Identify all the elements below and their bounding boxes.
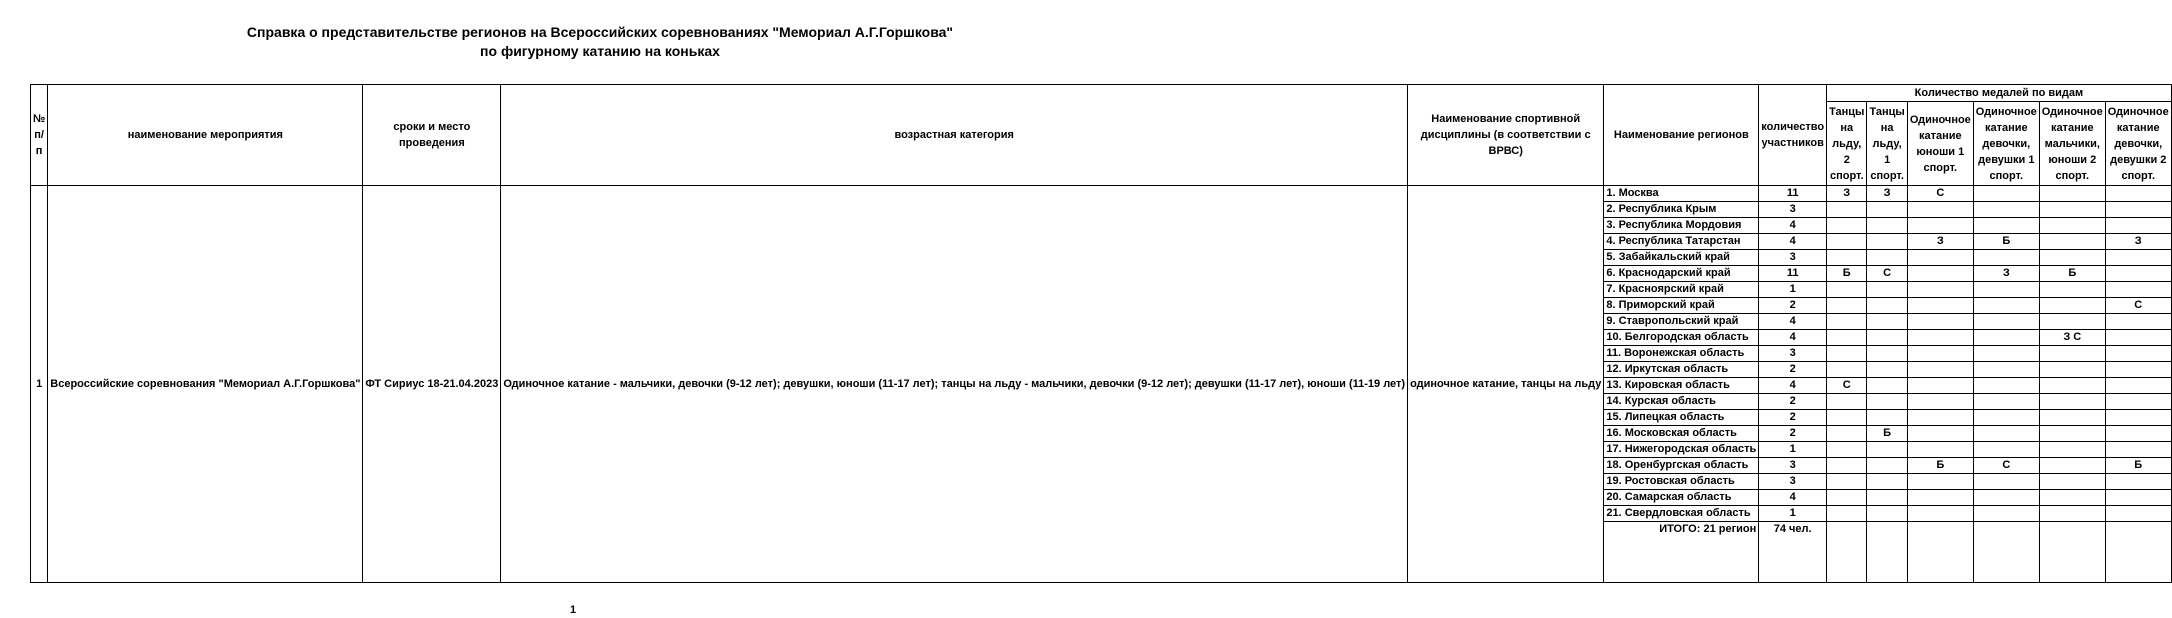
header-num: № п/п <box>31 85 48 186</box>
medal-cell <box>1907 250 1973 266</box>
medal-cell <box>1973 442 2039 458</box>
medal-cell <box>2039 250 2105 266</box>
medal-cell: З <box>1867 186 1907 202</box>
region-name: 21. Свердловская область <box>1604 506 1759 522</box>
medal-cell: С <box>1827 378 1867 394</box>
medal-cell <box>1907 346 1973 362</box>
table-row <box>31 186 2172 202</box>
total-medal-cell <box>1827 522 1867 583</box>
medal-cell <box>1867 250 1907 266</box>
medal-cell <box>1973 282 2039 298</box>
medal-cell <box>1973 506 2039 522</box>
medal-cell <box>1867 394 1907 410</box>
medal-cell <box>2039 186 2105 202</box>
medal-cell <box>2039 410 2105 426</box>
medal-cell <box>1973 202 2039 218</box>
total-count: 74 чел. <box>1759 522 1827 583</box>
medal-cell <box>1973 490 2039 506</box>
medal-cell <box>2039 202 2105 218</box>
medal-cell <box>1907 282 1973 298</box>
region-name: 3. Республика Мордовия <box>1604 218 1759 234</box>
medal-cell <box>2105 378 2171 394</box>
medal-cell: С <box>1973 458 2039 474</box>
medal-cell <box>1907 442 1973 458</box>
medal-cell <box>1907 394 1973 410</box>
medal-cell <box>2039 378 2105 394</box>
medal-cell <box>1907 266 1973 282</box>
medal-cell <box>2105 362 2171 378</box>
medal-cell <box>1907 506 1973 522</box>
medal-cell <box>2105 250 2171 266</box>
region-name: 10. Белгородская область <box>1604 330 1759 346</box>
medal-cell: Б <box>1867 426 1907 442</box>
participant-count: 2 <box>1759 410 1827 426</box>
header-medal-type: Одиночное катание девочки, девушки 1 спорт. <box>1973 102 2039 186</box>
region-name: 8. Приморский край <box>1604 298 1759 314</box>
medal-cell <box>1867 314 1907 330</box>
medal-cell <box>1867 378 1907 394</box>
medal-cell: С <box>1867 266 1907 282</box>
header-participants: количество участников <box>1759 85 1827 186</box>
medal-cell <box>2105 186 2171 202</box>
medal-cell <box>1973 426 2039 442</box>
medal-cell <box>2039 218 2105 234</box>
medal-cell <box>2105 506 2171 522</box>
medal-cell <box>2039 298 2105 314</box>
medal-cell <box>2039 346 2105 362</box>
medal-cell <box>1907 298 1973 314</box>
region-name: 20. Самарская область <box>1604 490 1759 506</box>
event-date-place: ФТ Сириус 18-21.04.2023 <box>363 186 501 583</box>
medal-cell <box>1827 282 1867 298</box>
medal-cell <box>1907 426 1973 442</box>
medal-cell <box>2105 394 2171 410</box>
medal-cell <box>1867 458 1907 474</box>
region-name: 1. Москва <box>1604 186 1759 202</box>
region-name: 16. Московская область <box>1604 426 1759 442</box>
medal-cell <box>2039 394 2105 410</box>
region-name: 13. Кировская область <box>1604 378 1759 394</box>
region-name: 5. Забайкальский край <box>1604 250 1759 266</box>
medal-cell <box>1907 362 1973 378</box>
medal-cell <box>1867 202 1907 218</box>
medal-cell <box>2039 314 2105 330</box>
participant-count: 4 <box>1759 218 1827 234</box>
medal-cell <box>2105 426 2171 442</box>
participant-count: 4 <box>1759 378 1827 394</box>
medal-cell: Б <box>2039 266 2105 282</box>
medal-cell <box>2105 330 2171 346</box>
medal-cell <box>1973 378 2039 394</box>
medal-cell: С <box>1907 186 1973 202</box>
medal-cell <box>1973 410 2039 426</box>
participant-count: 3 <box>1759 474 1827 490</box>
region-name: 15. Липецкая область <box>1604 410 1759 426</box>
medal-cell <box>1827 202 1867 218</box>
total-medal-cell <box>1973 522 2039 583</box>
medal-cell <box>1827 490 1867 506</box>
medal-cell <box>1827 218 1867 234</box>
participant-count: 2 <box>1759 426 1827 442</box>
header-date-place: сроки и место проведения <box>363 85 501 186</box>
total-medal-cell <box>2105 522 2171 583</box>
participant-count: 3 <box>1759 250 1827 266</box>
medal-cell <box>2039 442 2105 458</box>
participant-count: 4 <box>1759 314 1827 330</box>
medal-cell <box>1867 346 1907 362</box>
region-name: 18. Оренбургская область <box>1604 458 1759 474</box>
medal-cell <box>1973 298 2039 314</box>
medal-cell <box>1907 378 1973 394</box>
document-title-line2: по фигурному катанию на коньках <box>480 43 720 59</box>
medal-cell <box>1907 410 1973 426</box>
header-event: наименование мероприятия <box>48 85 363 186</box>
participant-count: 3 <box>1759 458 1827 474</box>
total-medal-cell <box>2039 522 2105 583</box>
medal-cell <box>2105 346 2171 362</box>
medal-cell <box>2105 314 2171 330</box>
medal-cell <box>1827 426 1867 442</box>
medal-cell: Б <box>1907 458 1973 474</box>
participant-count: 2 <box>1759 362 1827 378</box>
medal-cell <box>2105 490 2171 506</box>
medal-cell <box>1827 458 1867 474</box>
medal-cell: Б <box>1827 266 1867 282</box>
medal-cell <box>1827 442 1867 458</box>
region-name: 6. Краснодарский край <box>1604 266 1759 282</box>
medal-cell <box>1973 394 2039 410</box>
participant-count: 1 <box>1759 282 1827 298</box>
medal-cell <box>2039 474 2105 490</box>
medal-cell <box>1907 474 1973 490</box>
medal-cell <box>1867 234 1907 250</box>
event-name: Всероссийские соревнования "Мемориал А.Г.Горшкова" <box>48 186 363 583</box>
medal-cell: З <box>1827 186 1867 202</box>
medal-cell <box>1867 330 1907 346</box>
medal-cell <box>1827 314 1867 330</box>
header-medal-type: Одиночное катание мальчики, юноши 2 спорт. <box>2039 102 2105 186</box>
region-name: 9. Ставропольский край <box>1604 314 1759 330</box>
region-name: 12. Иркутская область <box>1604 362 1759 378</box>
event-discipline: одиночное катание, танцы на льду <box>1408 186 1604 583</box>
medal-cell <box>1827 298 1867 314</box>
medal-cell <box>1827 474 1867 490</box>
medal-cell: З <box>2105 234 2171 250</box>
medal-cell <box>1973 330 2039 346</box>
medal-cell <box>2039 490 2105 506</box>
medal-cell <box>1867 282 1907 298</box>
event-age-category: Одиночное катание - мальчики, девочки (9-12 лет); девушки, юноши (11-17 лет); танцы на льду - мальчики, девочки (9-12 лет); девушки (11-17 лет), юноши (11-19 лет) <box>501 186 1408 583</box>
region-name: 19. Ростовская область <box>1604 474 1759 490</box>
medal-cell <box>2039 362 2105 378</box>
medal-cell <box>2039 426 2105 442</box>
regions-table <box>30 84 2172 583</box>
header-medal-type: Одиночное катание девочки, девушки 2 спорт. <box>2105 102 2171 186</box>
medal-cell <box>1827 362 1867 378</box>
medal-cell: Б <box>1973 234 2039 250</box>
medal-cell <box>1867 362 1907 378</box>
header-medal-type: Одиночное катание юноши 1 спорт. <box>1907 102 1973 186</box>
participant-count: 1 <box>1759 442 1827 458</box>
region-name: 4. Республика Татарстан <box>1604 234 1759 250</box>
medal-cell: З <box>1907 234 1973 250</box>
participant-count: 3 <box>1759 346 1827 362</box>
medal-cell: Б <box>2105 458 2171 474</box>
medal-cell <box>1827 330 1867 346</box>
medal-cell <box>2105 218 2171 234</box>
medal-cell <box>1907 490 1973 506</box>
medal-cell <box>2105 474 2171 490</box>
medal-cell <box>2105 442 2171 458</box>
header-medal-type: Танцы на льду, 1 спорт. <box>1867 102 1907 186</box>
header-regions: Наименование регионов <box>1604 85 1759 186</box>
medal-cell <box>1907 202 1973 218</box>
medal-cell <box>1907 314 1973 330</box>
region-name: 11. Воронежская область <box>1604 346 1759 362</box>
medal-cell <box>2105 266 2171 282</box>
header-medals-title: Количество медалей по видам <box>1827 85 2172 102</box>
header-discipline: Наименование спортивной дисциплины (в соответствии с ВРВС) <box>1408 85 1604 186</box>
medal-cell <box>1867 474 1907 490</box>
total-label: ИТОГО: 21 регион <box>1604 522 1759 583</box>
medal-cell <box>2105 282 2171 298</box>
medal-cell <box>1827 346 1867 362</box>
header-age: возрастная категория <box>501 85 1408 186</box>
medal-cell <box>1827 250 1867 266</box>
medal-cell <box>1973 314 2039 330</box>
medal-cell <box>1973 186 2039 202</box>
medal-cell <box>1827 506 1867 522</box>
medal-cell <box>2039 458 2105 474</box>
participant-count: 3 <box>1759 202 1827 218</box>
medal-cell <box>1973 474 2039 490</box>
medal-cell <box>1973 362 2039 378</box>
medal-cell <box>2105 202 2171 218</box>
medal-cell <box>2105 410 2171 426</box>
document-title-line1: Справка о представительстве регионов на Всероссийских соревнованиях "Мемориал А.Г.Горшкова" <box>246 24 954 40</box>
medal-cell <box>1867 506 1907 522</box>
total-medal-cell <box>1907 522 1973 583</box>
participant-count: 2 <box>1759 298 1827 314</box>
participant-count: 1 <box>1759 506 1827 522</box>
page-mark: 1 <box>570 604 577 616</box>
participant-count: 4 <box>1759 234 1827 250</box>
medal-cell <box>2039 234 2105 250</box>
medal-cell: З <box>1973 266 2039 282</box>
medal-cell <box>1867 490 1907 506</box>
medal-cell <box>1867 218 1907 234</box>
event-num: 1 <box>31 186 48 583</box>
medal-cell <box>1867 298 1907 314</box>
medal-cell <box>2039 282 2105 298</box>
medal-cell <box>2039 506 2105 522</box>
region-name: 7. Красноярский край <box>1604 282 1759 298</box>
header-medal-type: Танцы на льду, 2 спорт. <box>1827 102 1867 186</box>
medal-cell <box>1973 250 2039 266</box>
total-medal-cell <box>1867 522 1907 583</box>
medal-cell <box>1867 410 1907 426</box>
region-name: 2. Республика Крым <box>1604 202 1759 218</box>
participant-count: 4 <box>1759 490 1827 506</box>
medal-cell <box>1827 394 1867 410</box>
participant-count: 4 <box>1759 330 1827 346</box>
participant-count: 11 <box>1759 186 1827 202</box>
medal-cell <box>1907 218 1973 234</box>
medal-cell: З С <box>2039 330 2105 346</box>
medal-cell <box>1827 410 1867 426</box>
participant-count: 11 <box>1759 266 1827 282</box>
medal-cell <box>1827 234 1867 250</box>
participant-count: 2 <box>1759 394 1827 410</box>
medal-cell: С <box>2105 298 2171 314</box>
medal-cell <box>1907 330 1973 346</box>
region-name: 17. Нижегородская область <box>1604 442 1759 458</box>
medal-cell <box>1973 218 2039 234</box>
medal-cell <box>1973 346 2039 362</box>
region-name: 14. Курская область <box>1604 394 1759 410</box>
medal-cell <box>1867 442 1907 458</box>
